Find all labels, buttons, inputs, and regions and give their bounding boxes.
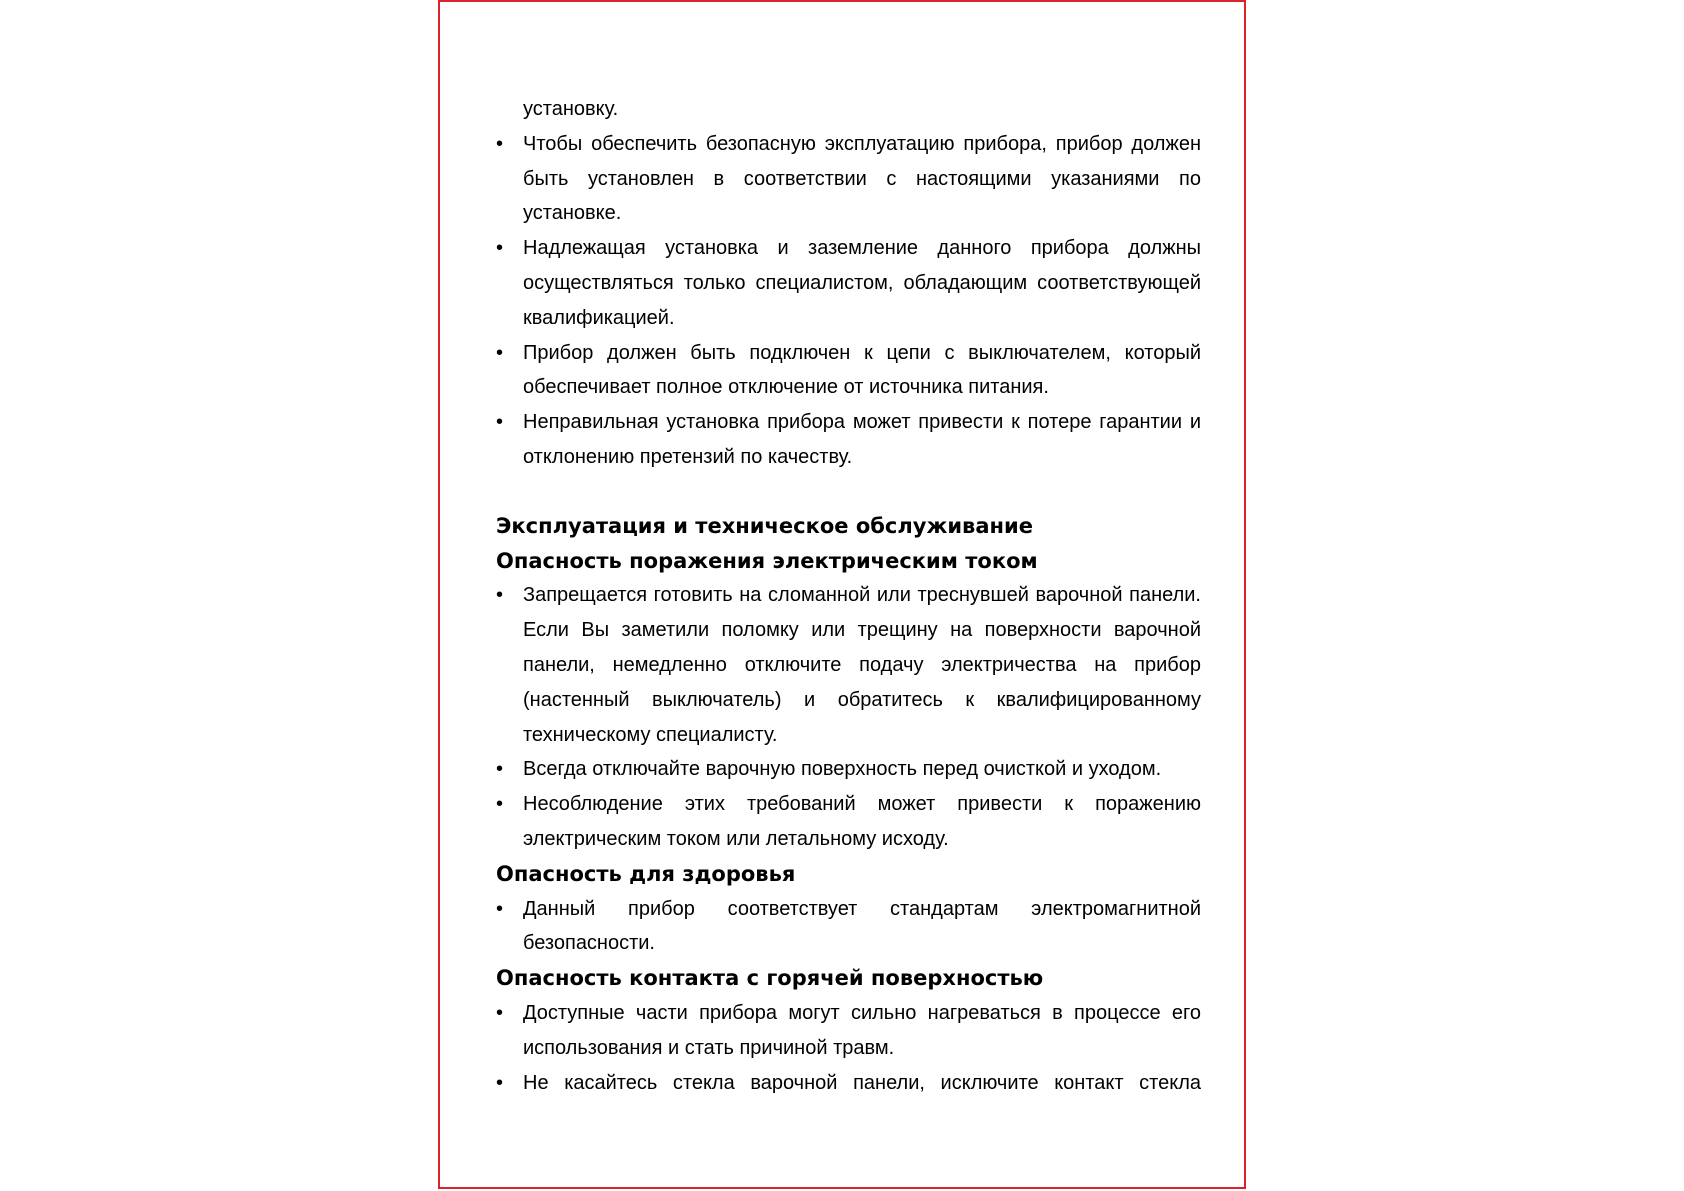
bullet-icon: • xyxy=(496,237,504,260)
list-item xyxy=(496,231,1201,335)
list-item-text: Не касайтесь стекла варочной панели, исключите контакт стекла xyxy=(523,1071,1201,1094)
list-item xyxy=(496,336,1201,406)
bullet-icon: • xyxy=(496,1001,504,1024)
list-item xyxy=(496,996,1201,1066)
list-item-text: Прибор должен быть подключен к цепи с выключателем, который обеспечивает полное отключение от источника питания. xyxy=(523,341,1201,399)
installation-bullet-list xyxy=(496,127,1201,475)
section-title: Эксплуатация и техническое обслуживание xyxy=(496,513,1033,538)
bullet-icon: • xyxy=(496,341,504,364)
list-item xyxy=(496,1066,1201,1101)
hot-surface-bullet-list xyxy=(496,996,1201,1100)
list-item-text: Неправильная установка прибора может привести к потере гарантии и отклонению претензий по качеству. xyxy=(523,411,1201,468)
document-page xyxy=(438,0,1246,1189)
electric-shock-heading: Опасность поражения электрическим током xyxy=(496,548,1038,573)
list-item-text: Запрещается готовить на сломанной или треснувшей варочной панели. Если Вы заметили поломку или трещину на поверхности варочной панели, немедленно отключите подачу электричества на прибор (настенный выключатель) и обратитесь к квалифицированному техническому специалисту. xyxy=(523,584,1201,746)
bullet-icon: • xyxy=(496,584,504,607)
list-item-text: Всегда отключайте варочную поверхность перед очисткой и уходом. xyxy=(523,758,1162,781)
bullet-icon: • xyxy=(496,1071,504,1094)
list-item xyxy=(496,892,1201,962)
list-item xyxy=(496,127,1201,231)
section-spacer xyxy=(496,475,1201,509)
health-heading: Опасность для здоровья xyxy=(496,861,796,886)
bullet-icon: • xyxy=(496,793,504,816)
list-item-text: Чтобы обеспечить безопасную эксплуатацию прибора, прибор должен быть установлен в соответствии с настоящими указаниями по установке. xyxy=(523,132,1201,225)
list-item-text: Доступные части прибора могут сильно нагреваться в процессе его использования и стать причиной травм. xyxy=(523,1001,1201,1059)
electric-bullet-list xyxy=(496,578,1201,856)
list-item xyxy=(496,405,1201,475)
health-bullet-list xyxy=(496,892,1201,962)
list-item xyxy=(496,752,1201,787)
bullet-icon: • xyxy=(496,411,504,434)
list-item xyxy=(496,787,1201,857)
hot-surface-heading: Опасность контакта с горячей поверхностью xyxy=(496,966,1044,991)
list-item-text: Несоблюдение этих требований может привести к поражению электрическим током или летальному исходу. xyxy=(523,793,1201,850)
bullet-icon: • xyxy=(496,132,504,155)
list-item-text: Данный прибор соответствует стандартам электромагнитной безопасности. xyxy=(523,897,1201,955)
intro-continuation-text: установку. xyxy=(523,98,619,120)
list-item-text: Надлежащая установка и заземление данного прибора должны осуществляться только специалистом, обладающим соответствующей квалификацией. xyxy=(523,237,1201,329)
page-content xyxy=(496,92,1201,1100)
bullet-icon: • xyxy=(496,897,504,920)
bullet-icon: • xyxy=(496,758,504,781)
list-item xyxy=(496,578,1201,752)
